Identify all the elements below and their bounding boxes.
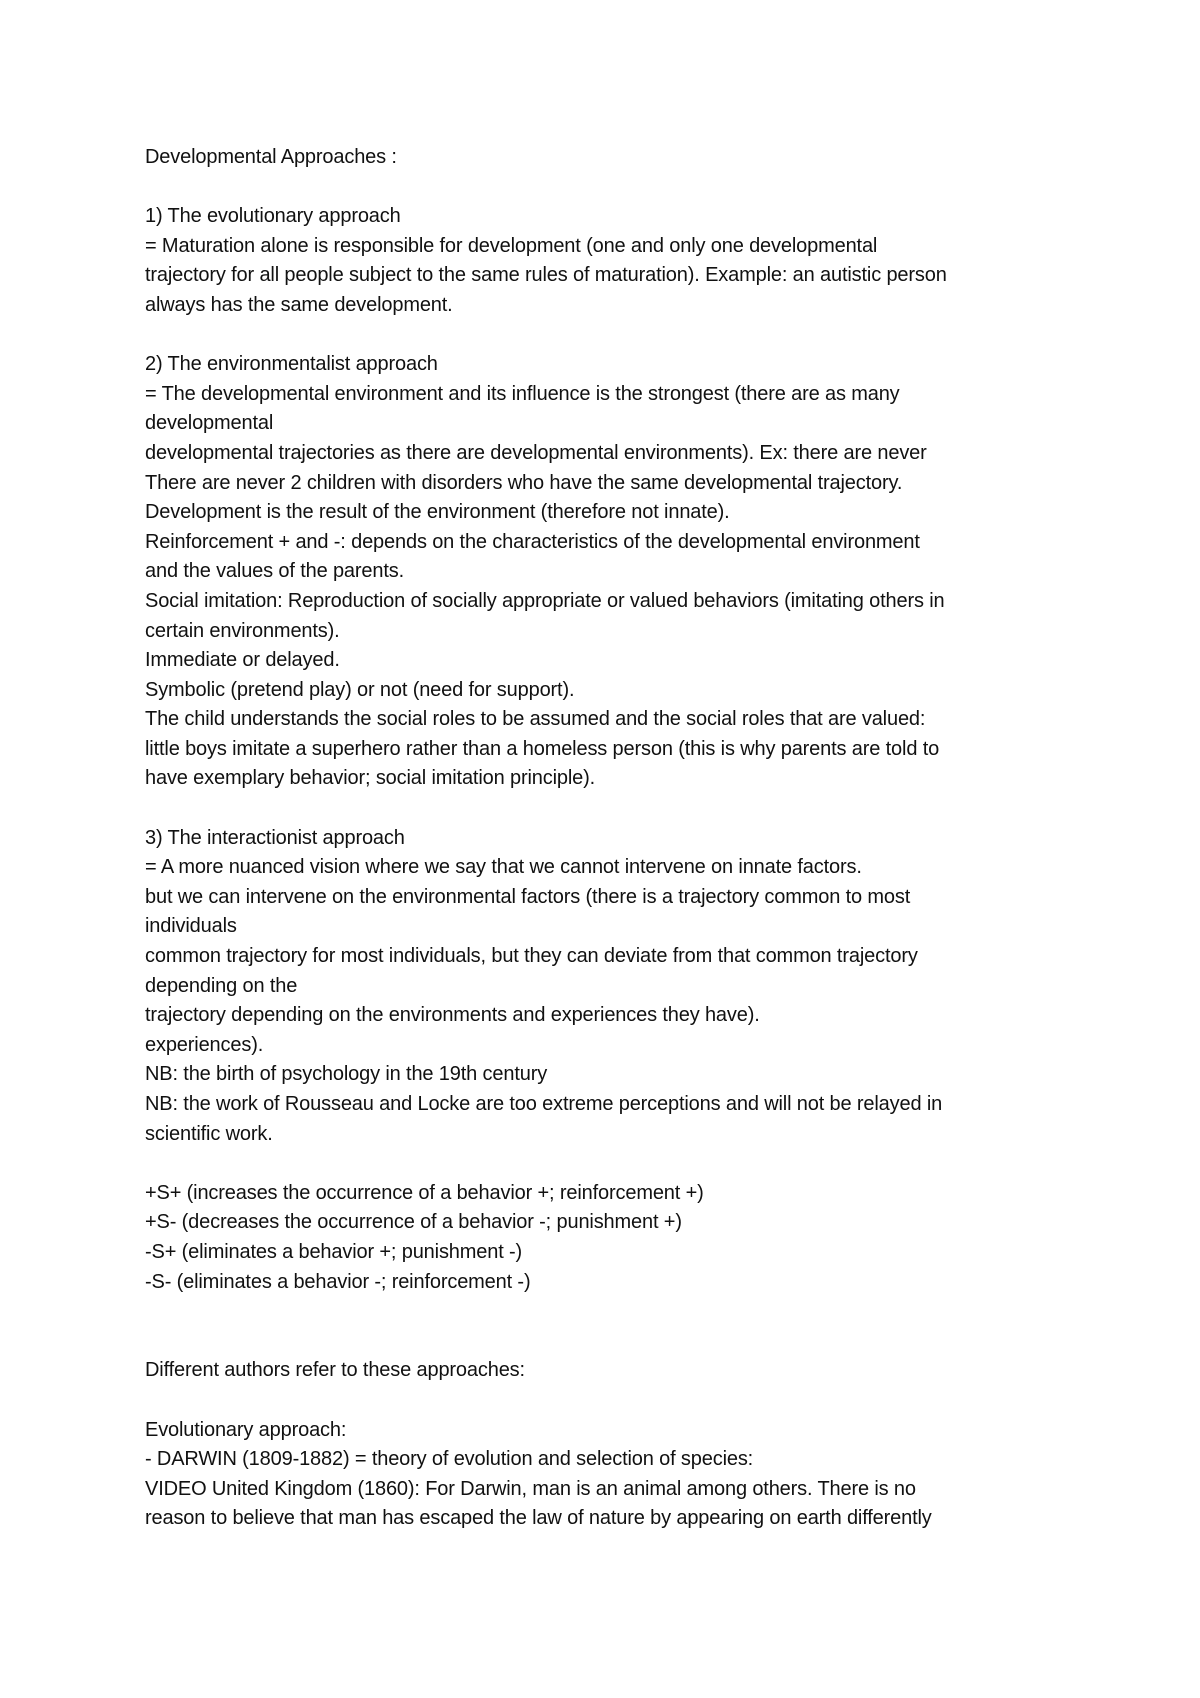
paragraph-line: have exemplary behavior; social imitation principle). xyxy=(145,767,596,790)
paragraph-line: trajectory for all people subject to the same rules of maturation). Example: an autistic person xyxy=(145,264,947,287)
paragraph-line: Reinforcement + and -: depends on the characteristics of the developmental environment xyxy=(145,530,920,553)
reinforcement-line: -S- (eliminates a behavior -; reinforcement -) xyxy=(145,1270,531,1293)
paragraph-line: individuals xyxy=(145,915,237,938)
spacer xyxy=(145,1386,1085,1416)
paragraph-line: Symbolic (pretend play) or not (need for support). xyxy=(145,678,575,701)
spacer xyxy=(145,1327,1085,1357)
paragraph-line: = A more nuanced vision where we say that we cannot intervene on innate factors. xyxy=(145,856,862,879)
spacer xyxy=(145,794,1085,824)
paragraph-line: always has the same development. xyxy=(145,293,453,316)
paragraph-line: NB: the birth of psychology in the 19th century xyxy=(145,1063,548,1086)
reinforcement-line: +S+ (increases the occurrence of a behavior +; reinforcement +) xyxy=(145,1181,704,1204)
paragraph-line: common trajectory for most individuals, but they can deviate from that common trajectory xyxy=(145,945,918,968)
paragraph-line: NB: the work of Rousseau and Locke are too extreme perceptions and will not be relayed in xyxy=(145,1093,943,1115)
paragraph-line: depending on the xyxy=(145,974,298,997)
spacer xyxy=(145,321,1085,351)
reinforcement-line: +S- (decreases the occurrence of a behavior -; punishment +) xyxy=(145,1211,682,1234)
paragraph-line: = Maturation alone is responsible for development (one and only one developmental xyxy=(145,234,878,257)
document-page xyxy=(145,143,1085,1534)
paragraph-line: but we can intervene on the environmental factors (there is a trajectory common to most xyxy=(145,885,911,908)
paragraph-line: scientific work. xyxy=(145,1122,273,1145)
paragraph-line: developmental xyxy=(145,412,274,435)
evolutionary-approach-heading: Evolutionary approach: xyxy=(145,1418,347,1441)
paragraph-line: Social imitation: Reproduction of socially appropriate or valued behaviors (imitating others in xyxy=(145,589,945,612)
section-heading-environmentalist: 2) The environmentalist approach xyxy=(145,353,438,376)
paragraph-line: developmental trajectories as there are developmental environments). Ex: there are never xyxy=(145,441,927,464)
paragraph-line: trajectory depending on the environments and experiences they have). xyxy=(145,1004,760,1027)
paragraph-line: experiences). xyxy=(145,1033,264,1056)
paragraph-line: and the values of the parents. xyxy=(145,560,405,583)
paragraph-line: The child understands the social roles to be assumed and the social roles that are valued: xyxy=(145,708,926,731)
paragraph-line: = The developmental environment and its influence is the strongest (there are as many xyxy=(145,382,900,405)
section-heading-evolutionary: 1) The evolutionary approach xyxy=(145,205,401,228)
authors-intro: Different authors refer to these approaches: xyxy=(145,1359,525,1382)
paragraph-line: little boys imitate a superhero rather than a homeless person (this is why parents are told to xyxy=(145,737,940,760)
paragraph-line: Development is the result of the environment (therefore not innate). xyxy=(145,501,730,524)
paragraph-line: reason to believe that man has escaped the law of nature by appearing on earth differently xyxy=(145,1507,932,1530)
document-title: Developmental Approaches : xyxy=(145,146,397,168)
spacer xyxy=(145,1149,1085,1179)
paragraph-line: Immediate or delayed. xyxy=(145,649,340,672)
paragraph-line: certain environments). xyxy=(145,619,340,642)
spacer xyxy=(145,1297,1085,1327)
paragraph-line: VIDEO United Kingdom (1860): For Darwin, man is an animal among others. There is no xyxy=(145,1477,916,1500)
reinforcement-line: -S+ (eliminates a behavior +; punishment -) xyxy=(145,1240,523,1263)
paragraph-line: There are never 2 children with disorders who have the same developmental trajectory. xyxy=(145,471,903,494)
spacer xyxy=(145,173,1085,203)
section-heading-interactionist: 3) The interactionist approach xyxy=(145,826,405,849)
paragraph-line: - DARWIN (1809-1882) = theory of evolution and selection of species: xyxy=(145,1448,754,1471)
